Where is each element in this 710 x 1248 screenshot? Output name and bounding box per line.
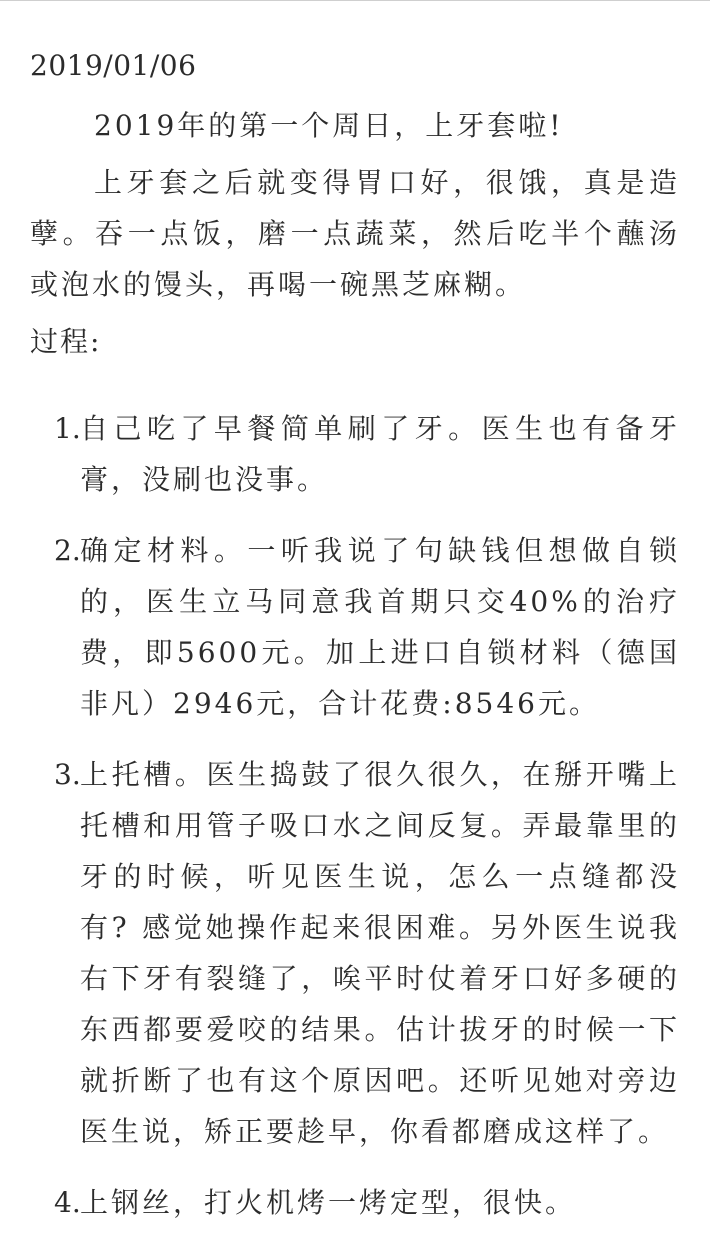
intro-paragraph: 2019年的第一个周日，上牙套啦! — [94, 109, 564, 142]
step-number: 3. — [54, 758, 81, 791]
step-text: 自己吃了早餐简单刷了牙。医生也有备牙膏，没刷也没事。 — [80, 412, 680, 496]
process-steps-list — [30, 403, 680, 1228]
step-number: 1. — [54, 412, 81, 445]
entry-date: 2019/01/06 — [30, 49, 197, 82]
step-text: 上钢丝，打火机烤一烤定型，很快。 — [80, 1186, 577, 1219]
process-heading: 过程: — [30, 325, 102, 358]
top-divider — [0, 0, 710, 1]
step-number: 4. — [54, 1186, 81, 1219]
step-item-2 — [30, 525, 680, 729]
step-text: 确定材料。一听我说了句缺钱但想做自锁的，医生立马同意我首期只交40%的治疗费，即5600元。加上进口自锁材料（德国非凡）2946元，合计花费:8546元。 — [80, 534, 680, 720]
step-item-4 — [30, 1177, 680, 1228]
body-paragraph: 上牙套之后就变得胃口好，很饿，真是造孽。吞一点饭，磨一点蔬菜，然后吃半个蘸汤或泡水的馒头，再喝一碗黑芝麻糊。 — [30, 166, 680, 301]
step-text: 上托槽。医生捣鼓了很久很久，在掰开嘴上托槽和用管子吸口水之间反复。弄最靠里的牙的时候，听见医生说，怎么一点缝都没有? 感觉她操作起来很困难。另外医生说我右下牙有裂缝了，唉平时仗着牙口好多硬的东西都要爱咬的结果。估计拔牙的时候一下就折断了也有这个原因吧。还听见她对旁边医生说，矫正要趁早，你看都磨成这样了。 — [80, 758, 680, 1148]
step-item-3 — [30, 749, 680, 1157]
step-number: 2. — [54, 534, 81, 567]
note-page — [30, 38, 680, 1248]
step-item-1 — [30, 403, 680, 505]
